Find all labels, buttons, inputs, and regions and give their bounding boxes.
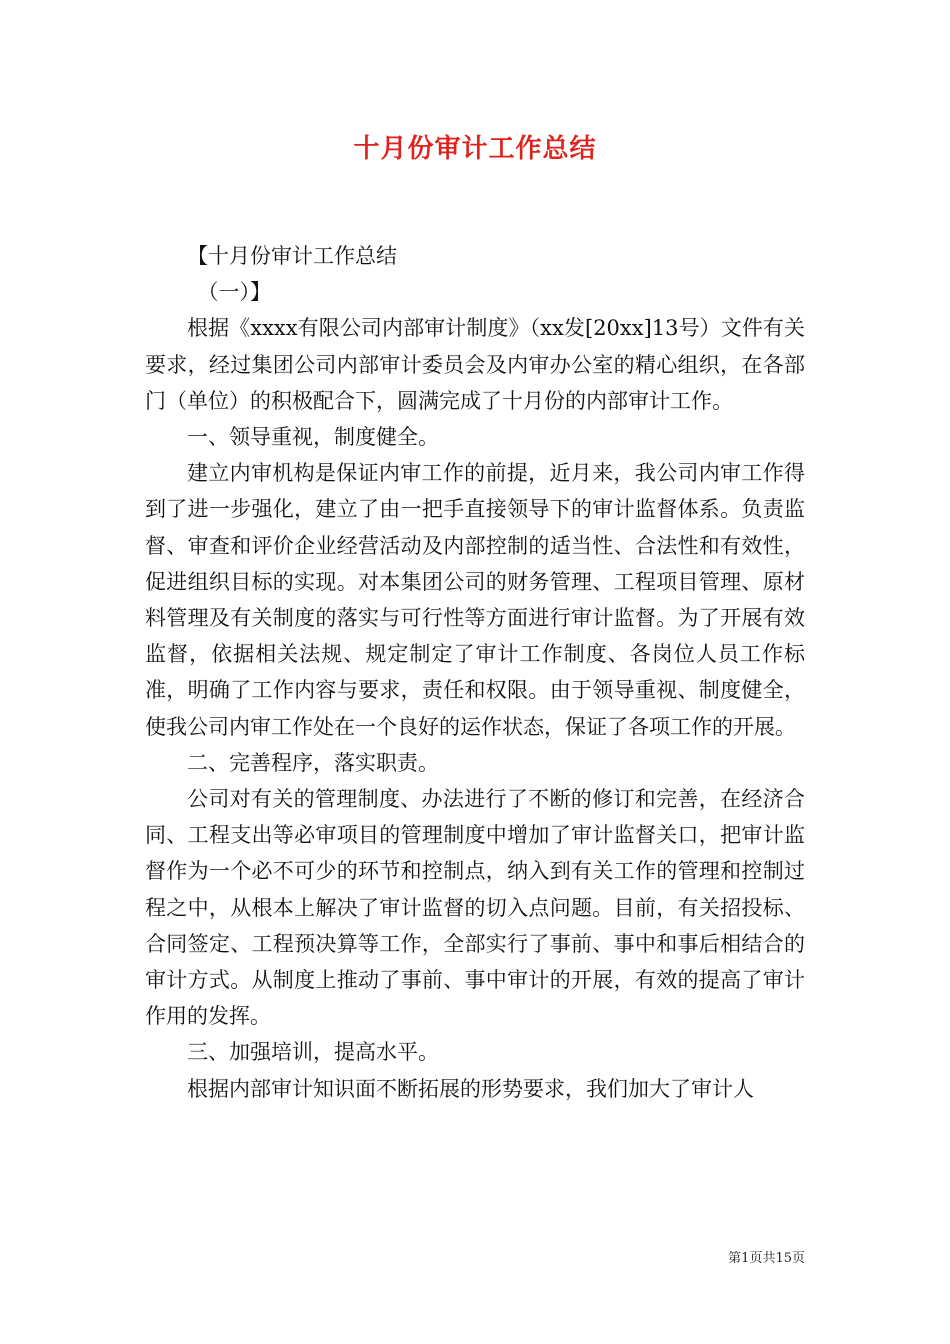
paragraph-section-2: 公司对有关的管理制度、办法进行了不断的修订和完善，在经济合同、工程支出等必审项目的管理制度中增加了审计监督关口，把审计监督作为一个必不可少的环节和控制点，纳入到有关工作的管理和控制过程之中，从根本上解决了审计监督的切入点问题。目前，有关招投标、合同签定、工程预决算等工作，全部实行了事前、事中和事后相结合的审计方式。从制度上推动了事前、事中审计的开展，有效的提高了审计作用的发挥。: [145, 787, 805, 1029]
paragraph-intro: 根据《xxxx有限公司内部审计制度》（xx发[20xx]13号）文件有关要求，经过集团公司内部审计委员会及内审办公室的精心组织，在各部门（单位）的积极配合下，圆满完成了十月份的内部审计工作。: [145, 316, 805, 413]
section-heading-2: 二、完善程序，落实职责。: [187, 750, 439, 775]
section-heading-1: 一、领导重视，制度健全。: [187, 425, 439, 450]
paragraph-section-3: 根据内部审计知识面不断拓展的形势要求，我们加大了审计人: [187, 1076, 754, 1101]
heading-line-sub: （一）】: [197, 280, 271, 305]
heading-line: 【十月份审计工作总结: [187, 244, 397, 268]
document-title: 十月份审计工作总结: [353, 134, 597, 164]
document-body: [145, 238, 805, 1107]
section-heading-3: 三、加强培训，提高水平。: [187, 1040, 439, 1065]
paragraph-section-1: 建立内审机构是保证内审工作的前提，近月来，我公司内审工作得到了进一步强化，建立了由一把手直接领导下的审计监督体系。负责监督、审查和评价企业经营活动及内部控制的适当性、合法性和有效性，促进组织目标的实现。对本集团公司的财务管理、工程项目管理、原材料管理及有关制度的落实与可行性等方面进行审计监督。为了开展有效监督，依据相关法规、规定制定了审计工作制度、各岗位人员工作标准，明确了工作内容与要求，责任和权限。由于领导重视、制度健全，使我公司内审工作处在一个良好的运作状态，保证了各项工作的开展。: [145, 461, 805, 739]
page-number: 第1页共15页: [728, 1251, 805, 1266]
